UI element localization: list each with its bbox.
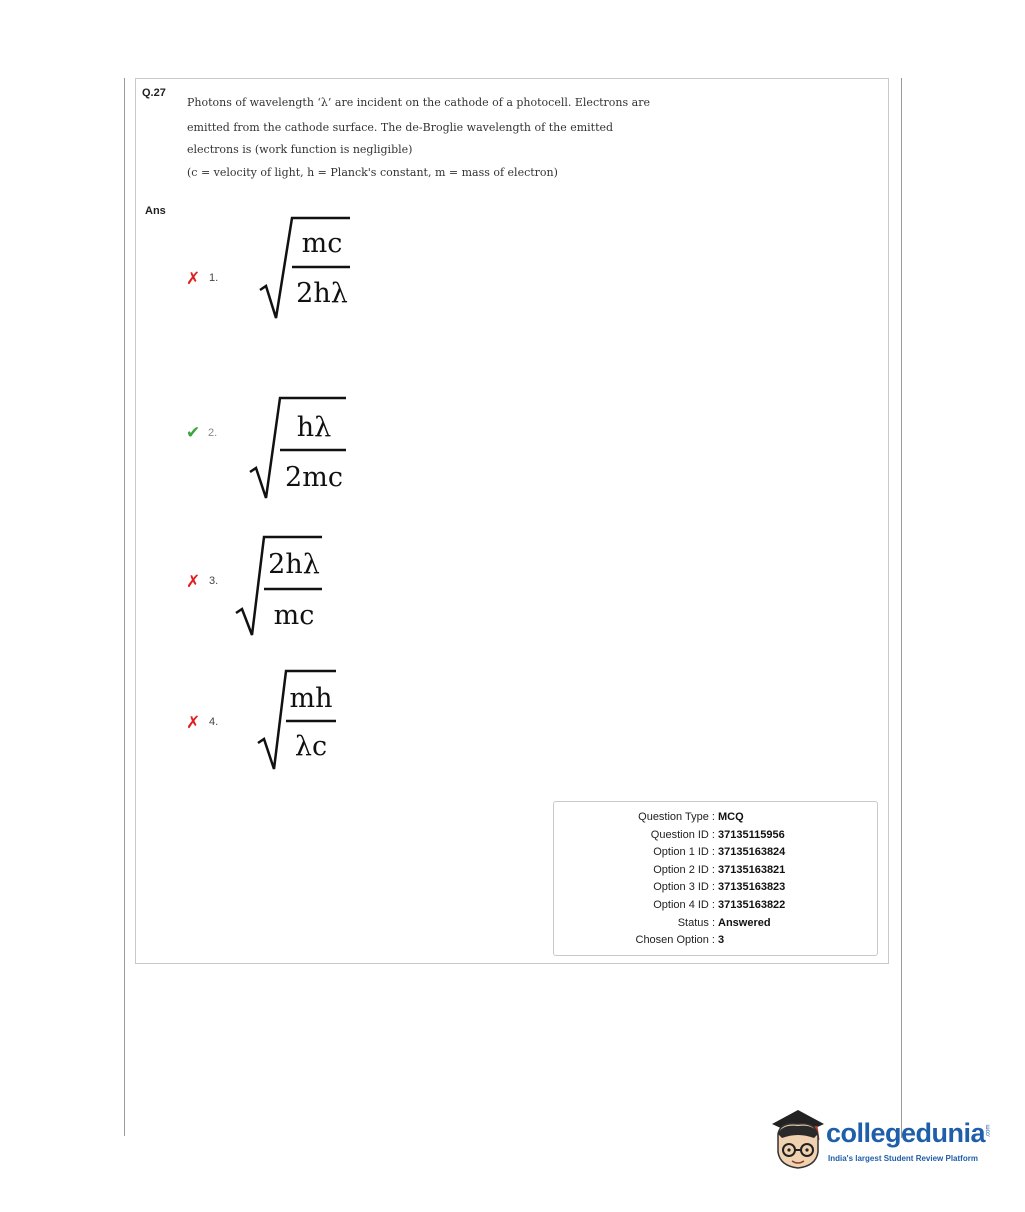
check-mark-icon: ✔	[186, 423, 201, 442]
info-value: 37135163824	[718, 846, 786, 858]
info-row-question-id	[554, 827, 879, 843]
info-key: Question Type :	[638, 811, 715, 823]
info-key: Option 2 ID :	[653, 864, 715, 876]
info-value: 37135163822	[718, 899, 786, 911]
collegedunia-mascot-icon	[768, 1104, 826, 1176]
page-right-border	[901, 78, 902, 1138]
question-info-panel	[553, 801, 878, 956]
info-value: MCQ	[718, 811, 744, 823]
info-value: 37135163823	[718, 881, 786, 893]
info-value: Answered	[718, 917, 771, 929]
option-2-number: 2.	[208, 427, 218, 439]
option-3-numerator: 2hλ	[268, 549, 320, 580]
wrong-mark-icon: ✗	[186, 713, 201, 732]
info-value: 37135163821	[718, 864, 786, 876]
brand-wordmark: collegedunia	[826, 1118, 986, 1148]
option-4-numerator: mh	[289, 683, 333, 714]
option-1-number: 1.	[209, 272, 219, 284]
info-row-option-2-id	[554, 862, 879, 878]
option-3-number: 3.	[209, 575, 219, 587]
info-key: Status :	[677, 917, 715, 929]
option-4-number: 4.	[209, 716, 219, 728]
info-value: 37135115956	[718, 829, 785, 841]
wrong-mark-icon: ✗	[186, 269, 201, 288]
option-2-numerator: hλ	[296, 412, 332, 443]
info-key: Option 1 ID :	[653, 846, 715, 858]
info-value: 3	[718, 934, 725, 946]
info-row-option-1-id	[554, 844, 879, 860]
question-text-line-4: (c = velocity of light, h = Planck's constant, m = mass of electron)	[187, 166, 558, 179]
brand-suffix: .com	[985, 1124, 992, 1138]
info-row-question-type	[554, 809, 879, 825]
brand-tagline: India's largest Student Review Platform	[828, 1154, 978, 1163]
option-2-formula[interactable]	[246, 392, 356, 504]
info-row-chosen-option	[554, 932, 879, 948]
answer-label: Ans	[145, 205, 166, 217]
info-row-option-3-id	[554, 879, 879, 895]
option-3-formula[interactable]	[232, 531, 342, 641]
page-left-border	[124, 78, 125, 1136]
option-1-denominator: 2hλ	[296, 278, 348, 309]
info-key: Option 4 ID :	[653, 899, 715, 911]
info-row-status	[554, 915, 879, 931]
option-2-denominator: 2mc	[285, 462, 343, 493]
info-key: Chosen Option :	[635, 934, 715, 946]
option-4-formula[interactable]	[254, 665, 354, 775]
option-3-denominator: mc	[273, 600, 315, 631]
info-key: Option 3 ID :	[653, 881, 715, 893]
question-text-line-2: emitted from the cathode surface. The de-Broglie wavelength of the emitted	[187, 121, 614, 134]
wrong-mark-icon: ✗	[186, 572, 201, 591]
question-number: Q.27	[142, 87, 166, 99]
question-text-line-1: Photons of wavelength ‘λ’ are incident on the cathode of a photocell. Electrons are	[187, 96, 650, 109]
option-1-formula[interactable]	[256, 212, 366, 324]
option-1-numerator: mc	[301, 228, 343, 259]
info-key: Question ID :	[650, 829, 715, 841]
question-text-line-3: electrons is (work function is negligible)	[187, 143, 413, 156]
info-row-option-4-id	[554, 897, 879, 913]
option-4-denominator: λc	[294, 731, 328, 762]
